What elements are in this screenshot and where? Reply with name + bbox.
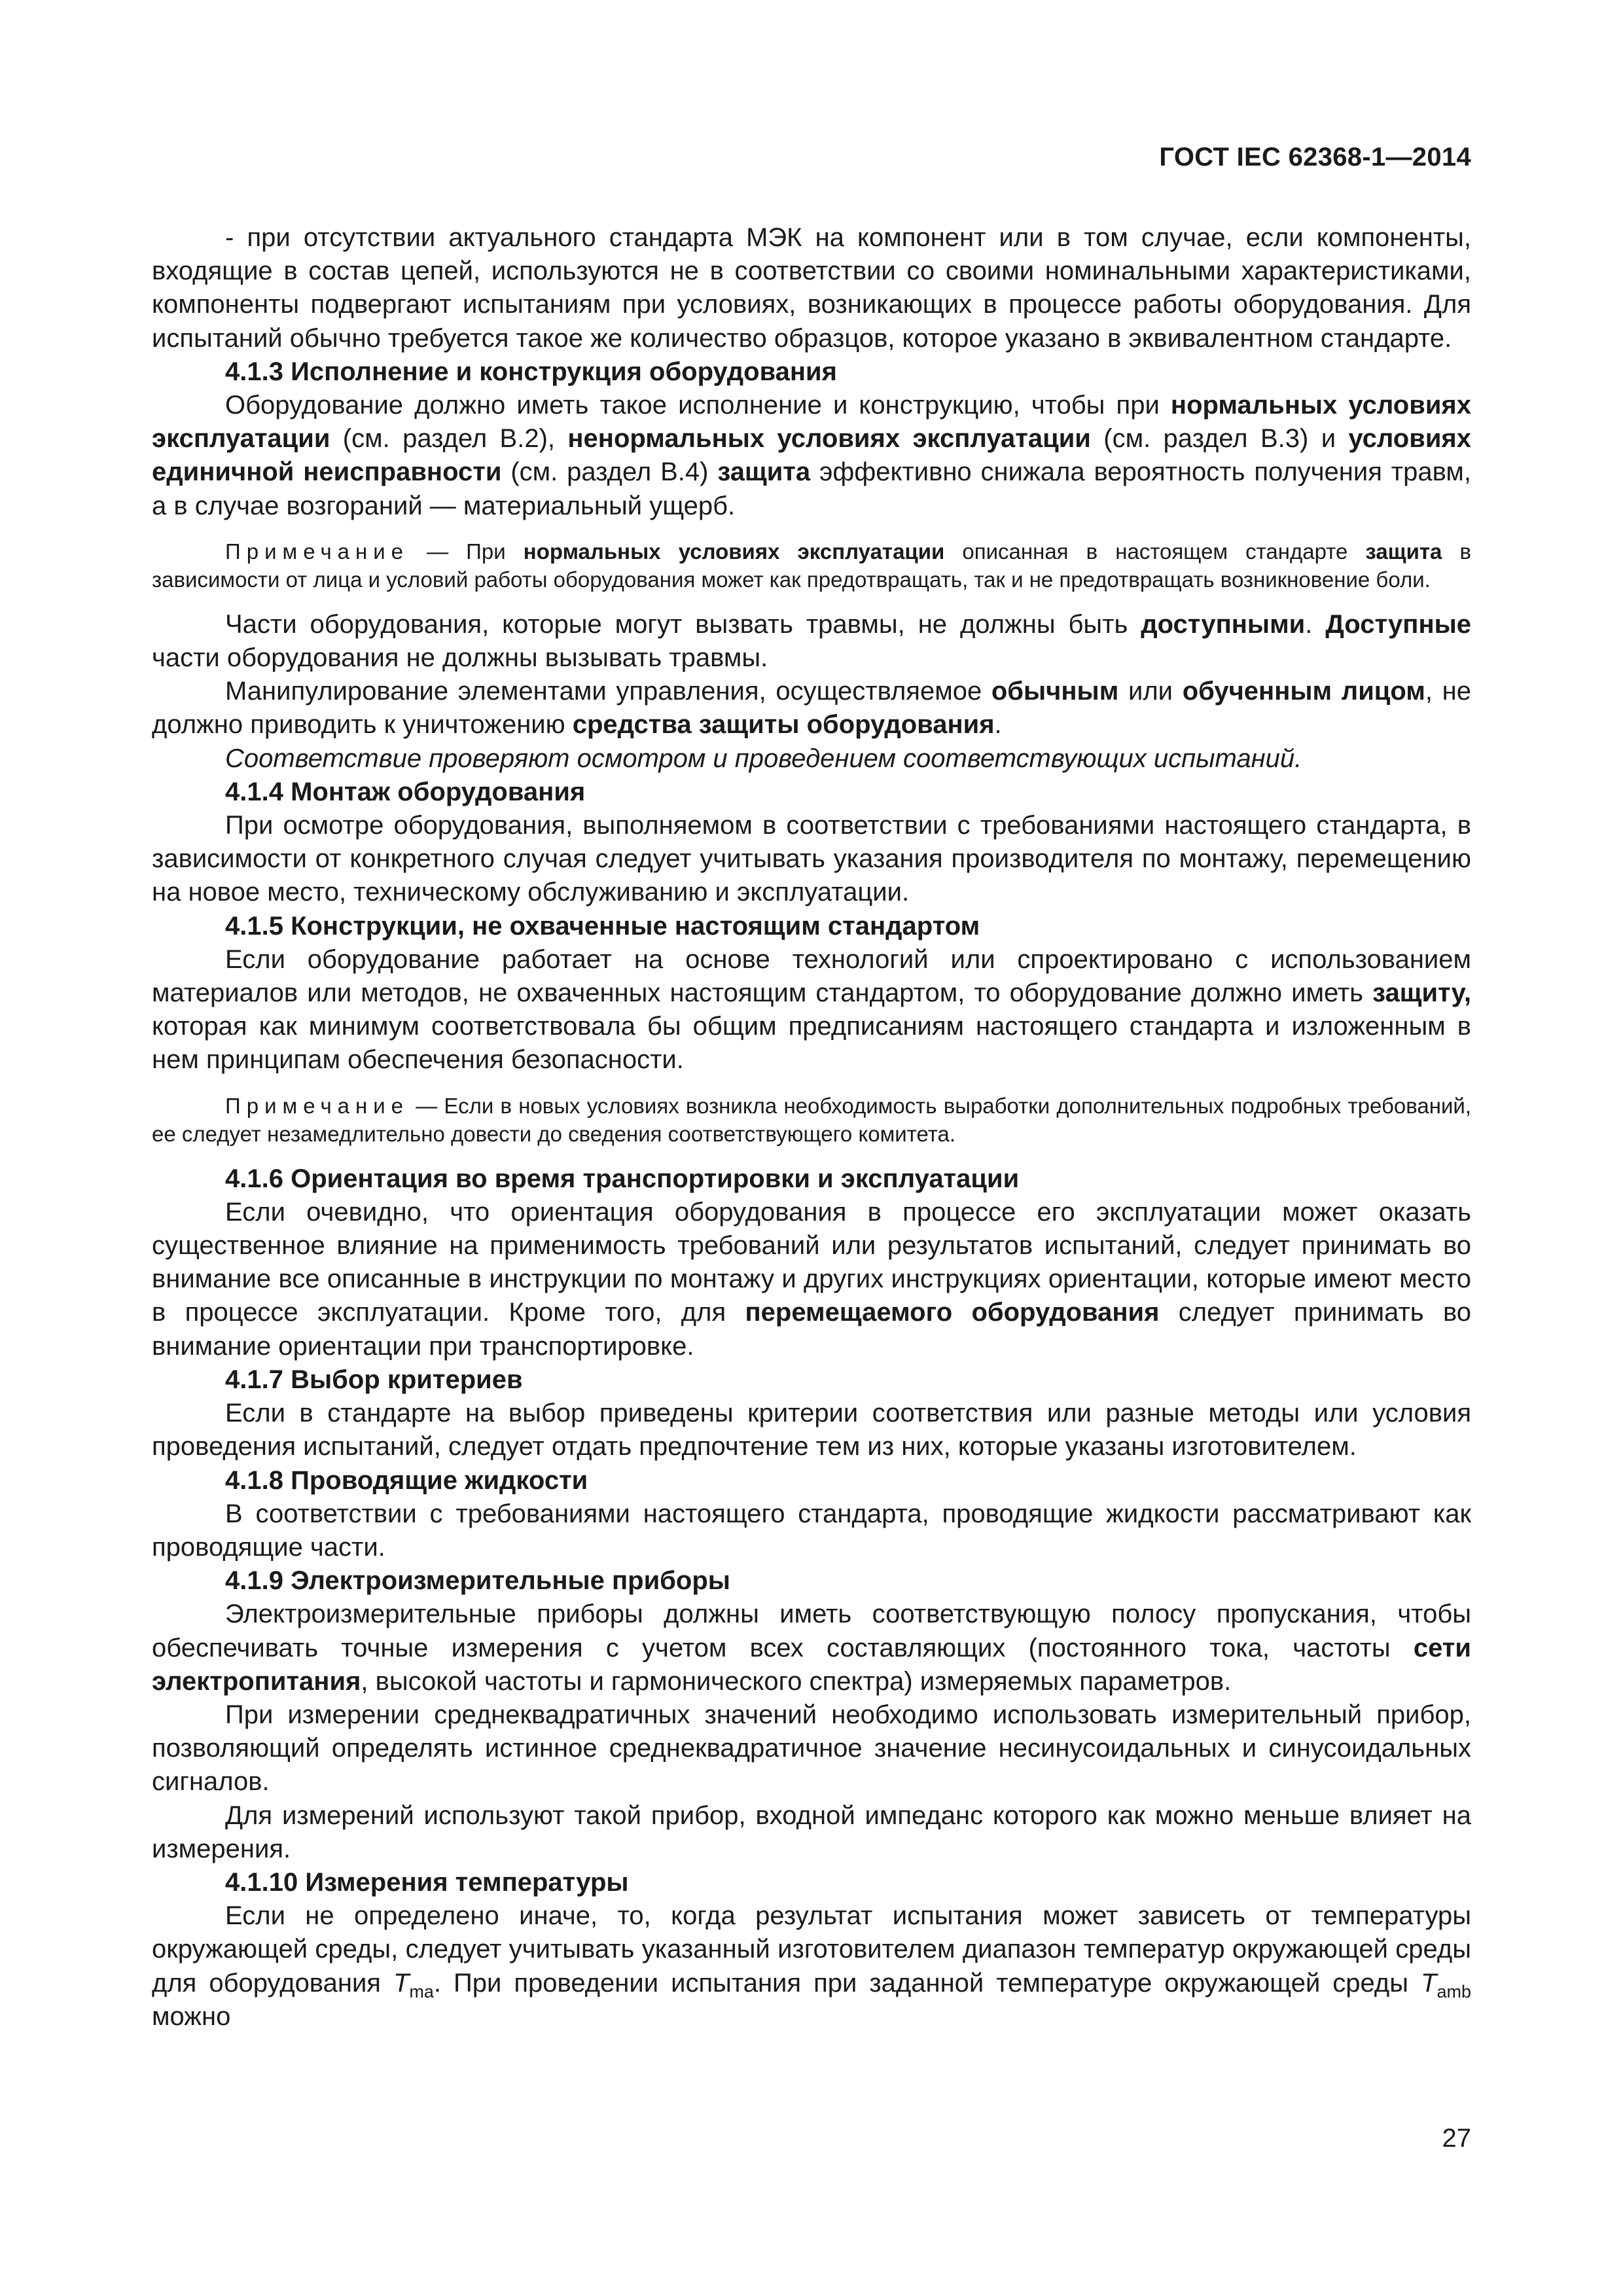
paragraph-4-1-5: Если оборудование работает на основе технологий или спроектировано с использованием материалов или методов, не охваченных настоящим стандартом, то оборудование должно иметь защиту, которая как минимум соответствовала бы общим предписаниям настоящего стандарта и изложенным в нем принципам обеспечения безопасности. xyxy=(152,944,1471,1075)
heading-4-1-3: 4.1.3 Исполнение и конструкция оборудования xyxy=(225,357,837,386)
paragraph-controls: Манипулирование элементами управления, осуществляемое обычным или обученным лицом, не должно приводить к уничтожению средства защиты оборудования. xyxy=(152,677,1471,740)
paragraph-4-1-6: Если очевидно, что ориентация оборудования в процессе его эксплуатации может оказать существенное влияние на применимость требований или результатов испытаний, следует принимать во внимание все описанные в инструкции по монтажу и других инструкциях ориентации, которые имеют место в процессе эксплуатации. Кроме того, для перемещаемого оборудования следует принимать во внимание ориентации при транспортировке. xyxy=(152,1197,1471,1361)
standard-header: ГОСТ IEC 62368-1—2014 xyxy=(1159,143,1471,171)
paragraph-4-1-9-bandwidth: Электроизмерительные приборы должны иметь соответствующую полосу пропускания, чтобы обеспечивать точные измерения с учетом всех составляющих (постоянного тока, частоты сети электропитания, высокой частоты и гармонического спектра) измеряемых параметров. xyxy=(152,1600,1471,1696)
paragraph-accessible-parts: Части оборудования, которые могут вызвать травмы, не должны быть доступными. Доступные части оборудования не должны вызывать травмы. xyxy=(152,609,1472,673)
paragraph-4-1-7: Если в стандарте на выбор приведены критерии соответствия или разные методы или условия проведения испытаний, следует отдать предпочтение тем из них, которые указаны изготовителем. xyxy=(152,1399,1471,1462)
note-label: Примечание xyxy=(225,1093,410,1118)
compliance-check: Соответствие проверяют осмотром и проведением соответствующих испытаний. xyxy=(225,744,1302,773)
heading-4-1-6: 4.1.6 Ориентация во время транспортировки и эксплуатации xyxy=(225,1164,1020,1193)
heading-4-1-4: 4.1.4 Монтаж оборудования xyxy=(225,777,586,806)
paragraph-4-1-9-rms: При измерении среднеквадратичных значений необходимо использовать измерительный прибор, позволяющий определять истинное среднеквадратичное значение несинусоидальных и синусоидальных сигналов. xyxy=(152,1700,1471,1797)
paragraph-4-1-9-impedance: Для измерений используют такой прибор, входной импеданс которого как можно меньше влияет на измерения. xyxy=(152,1801,1471,1863)
paragraph-4-1-4: При осмотре оборудования, выполняемом в соответствии с требованиями настоящего стандарта, в зависимости от конкретного случая следует учитывать указания производителя по монтажу, перемещению на новое место, техническому обслуживанию и эксплуатации. xyxy=(152,811,1471,907)
heading-4-1-8: 4.1.8 Проводящие жидкости xyxy=(225,1465,588,1495)
note-label: Примечание xyxy=(225,539,410,564)
heading-4-1-5: 4.1.5 Конструкции, не охваченные настоящим стандартом xyxy=(225,911,980,941)
paragraph-4-1-10: Если не определено иначе, то, когда результат испытания может зависеть от температуры окружающей среды, следует учитывать указанный изготовителем диапазон температур окружающей среды для оборудования $T_{ma}$. При проведении испытания при заданной температуре окружающей среды $T_{amb}$ можно xyxy=(152,1901,1471,2031)
heading-4-1-10: 4.1.10 Измерения температуры xyxy=(225,1867,629,1897)
page-number: 27 xyxy=(1442,2124,1471,2153)
heading-4-1-9: 4.1.9 Электроизмерительные приборы xyxy=(225,1566,730,1596)
paragraph-4-1-3: Оборудование должно иметь такое исполнение и конструкцию, чтобы при нормальных условиях эксплуатации (см. раздел В.2), ненормальных условиях эксплуатации (см. раздел В.3) и условиях единичной неисправности (см. раздел В.4) защита эффективно снижала вероятность получения травм, а в случае возгораний — материальный ущерб. xyxy=(152,391,1471,520)
document-body xyxy=(152,221,1471,2034)
note-1: Примечание — При нормальных условиях эксплуатации описанная в настоящем стандарте защита в зависимости от лица и условий работы оборудования может как предотвращать, так и не предотвращать возникновение боли. xyxy=(152,539,1471,592)
paragraph-4-1-8: В соответствии с требованиями настоящего стандарта, проводящие жидкости рассматривают как проводящие части. xyxy=(152,1499,1471,1562)
paragraph-components-testing: - при отсутствии актуального стандарта МЭК на компонент или в том случае, если компоненты, входящие в состав цепей, используются не в соответствии со своими номинальными характеристиками, компоненты подвергают испытаниям при условиях, возникающих в процессе работы оборудования. Для испытаний обычно требуется такое же количество образцов, которое указано в эквивалентном стандарте. xyxy=(152,223,1471,353)
heading-4-1-7: 4.1.7 Выбор критериев xyxy=(225,1365,523,1394)
note-2: Примечание — Если в новых условиях возникла необходимость выработки дополнительных подробных требований, ее следует незамедлительно довести до сведения соответствующего комитета. xyxy=(152,1093,1471,1146)
